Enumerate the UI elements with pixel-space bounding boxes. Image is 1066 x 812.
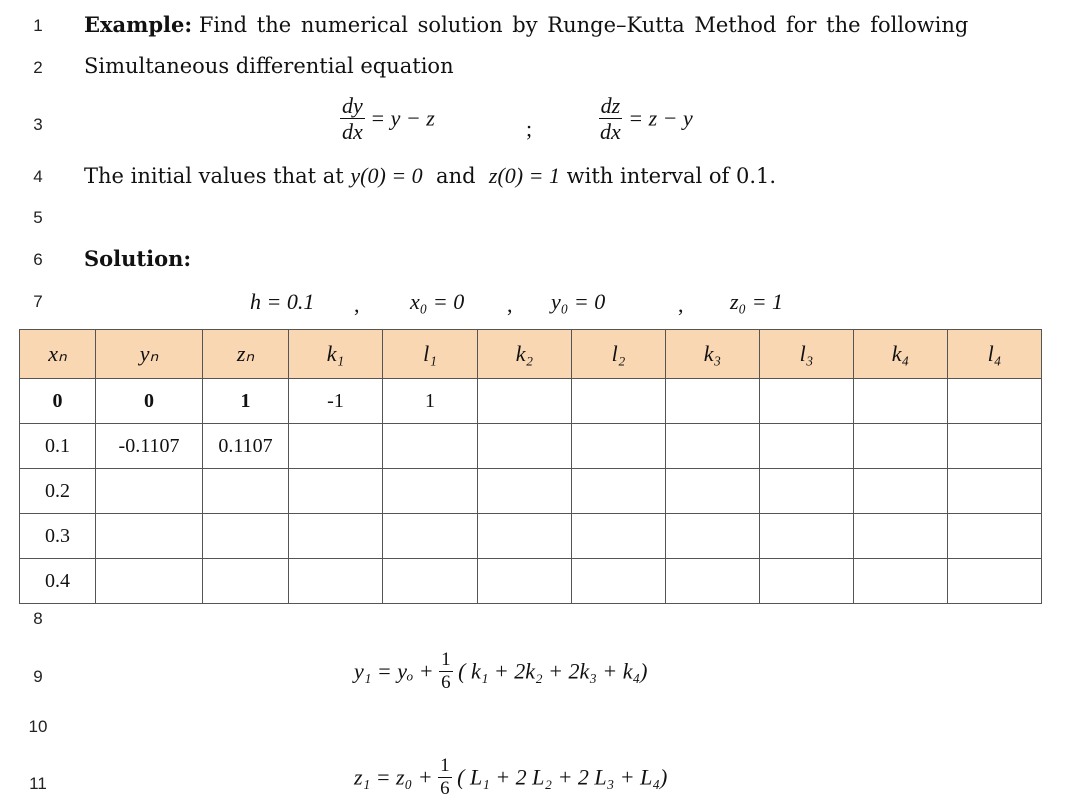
header-l2: l₂ [572,330,666,379]
header-l4: l₄ [948,330,1042,379]
equation-dz-dx: $\frac{dz}{dx}$ = z − y [600,93,693,145]
equation-separator: ; [526,116,533,141]
table-row [20,379,1042,424]
header-yn: yₙ [96,330,203,379]
table-cell: 0.4 [20,559,96,604]
line-number-10: 10 [28,717,48,736]
runge-kutta-table [19,329,1042,604]
table-cell [289,469,383,514]
formula-z1: z₁ = z₀ + $\frac{1}{6}$ ( L₁ + 2 L₂ + 2 L₃ + L₄) [354,755,668,799]
table-cell: 1 [203,379,289,424]
table-cell [203,559,289,604]
table-cell: 0 [20,379,96,424]
example-text: Find the numerical solution by Runge–Kutta Method for the following [198,13,969,37]
table-cell [854,514,948,559]
table-cell [96,469,203,514]
table-cell [760,559,854,604]
table-row [20,559,1042,604]
header-l1: l₁ [383,330,478,379]
line-number-5: 5 [33,208,43,227]
solution-label: Solution: [84,246,192,271]
example-label: Example: [84,12,193,37]
table-cell [666,469,760,514]
table-cell [383,559,478,604]
param-y0: y₀ = 0 [551,289,606,314]
line-number-4: 4 [33,167,43,186]
line-number-9: 9 [33,667,43,686]
header-k3: k₃ [666,330,760,379]
example-line-1 [84,12,968,37]
table-cell [203,469,289,514]
table-cell [854,379,948,424]
header-xn: xₙ [20,330,96,379]
initial-z: z(0) = 1 [488,163,560,188]
table-row [20,514,1042,559]
example-line-2: Simultaneous differential equation [84,54,454,78]
table-cell [203,514,289,559]
table-cell [854,559,948,604]
table-cell: 0 [96,379,203,424]
table-cell [760,469,854,514]
table-cell [948,559,1042,604]
table-cell [289,559,383,604]
table-cell [666,379,760,424]
line-number-11: 11 [29,774,47,793]
line-number-1: 1 [33,16,43,35]
table-row [20,469,1042,514]
table-cell [383,514,478,559]
table-cell [383,469,478,514]
table-cell [478,469,572,514]
header-k2: k₂ [478,330,572,379]
header-k1: k₁ [289,330,383,379]
table-cell: 0.1107 [203,424,289,469]
table-cell [478,379,572,424]
table-cell [760,514,854,559]
initial-values-line: The initial values that at y(0) = 0 and z(0) = 1 with interval of 0.1. [84,163,777,188]
param-z0: z₀ = 1 [730,289,784,314]
table-cell: 0.2 [20,469,96,514]
table-cell [948,514,1042,559]
table-cell [478,424,572,469]
table-cell [854,424,948,469]
table-cell: -0.1107 [96,424,203,469]
table-cell [948,469,1042,514]
header-zn: zₙ [203,330,289,379]
table-cell [572,379,666,424]
table-cell [666,424,760,469]
line-number-7: 7 [33,292,43,311]
table-cell [760,424,854,469]
param-h: h = 0.1 [250,289,315,314]
line-number-2: 2 [33,58,43,77]
header-l3: l₃ [760,330,854,379]
table-cell [666,514,760,559]
formula-y1: y₁ = yₒ + $\frac{1}{6}$ ( k₁ + 2k₂ + 2k₃ + k₄) [354,649,648,693]
table-cell [289,424,383,469]
table-cell [854,469,948,514]
table-cell: 0.3 [20,514,96,559]
table-header-row [20,330,1042,379]
table-cell [948,379,1042,424]
table-cell: 0.1 [20,424,96,469]
table-cell [383,424,478,469]
table-cell [760,379,854,424]
table-cell [572,514,666,559]
table-cell: 1 [383,379,478,424]
table-cell [478,514,572,559]
param-sep-2: , [507,292,513,317]
table-cell: -1 [289,379,383,424]
table-cell [478,559,572,604]
table-cell [572,424,666,469]
line-number-8: 8 [33,609,43,628]
initial-y: y(0) = 0 [350,163,423,188]
table-cell [289,514,383,559]
table-row [20,424,1042,469]
param-sep-1: , [354,292,360,317]
table-cell [666,559,760,604]
param-x0: x₀ = 0 [410,289,465,314]
equation-dy-dx: $\frac{dy}{dx}$ = y − z [342,93,435,145]
table-cell [572,469,666,514]
line-number-3: 3 [33,115,43,134]
table-cell [96,559,203,604]
header-k4: k₄ [854,330,948,379]
table-cell [96,514,203,559]
param-sep-3: , [678,292,684,317]
line-number-6: 6 [33,250,43,269]
table-cell [572,559,666,604]
table-cell [948,424,1042,469]
